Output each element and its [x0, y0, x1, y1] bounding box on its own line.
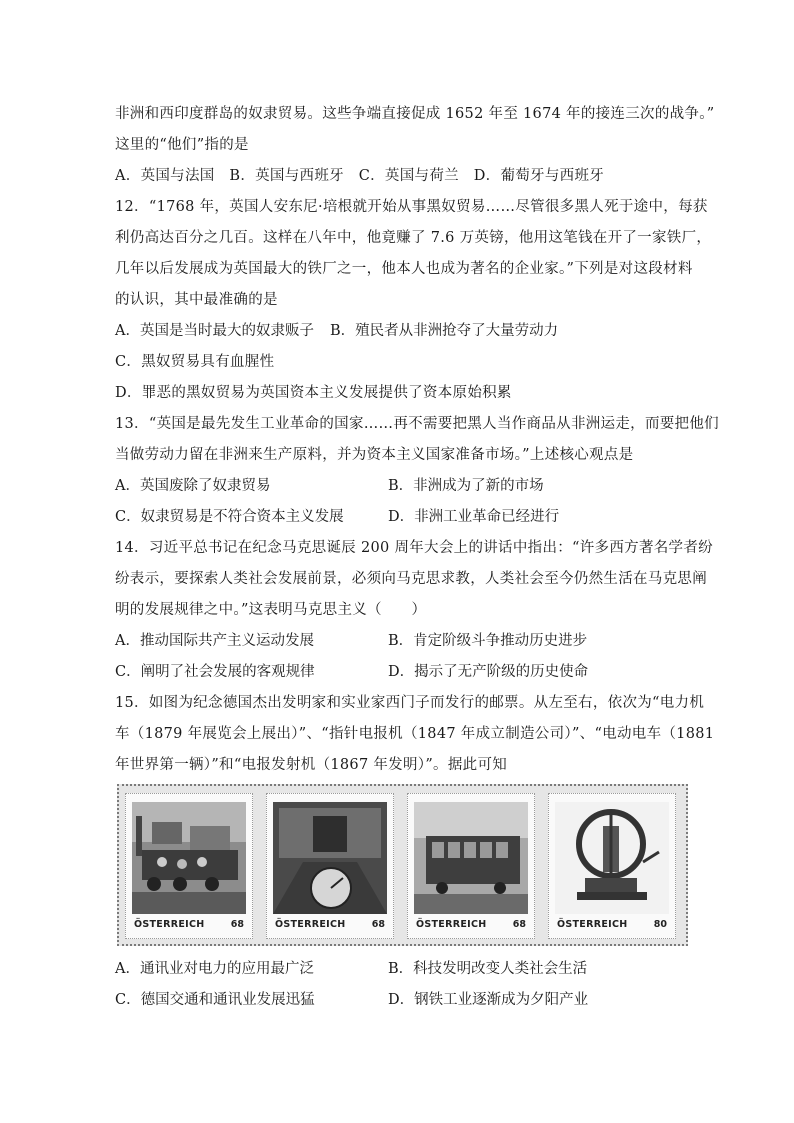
q15-text-line-1: 15．如图为纪念德国杰出发明家和实业家西门子而发行的邮票。从左至右，依次为“电力机 — [115, 695, 705, 711]
stamp-country-label: ÖSTERREICH — [416, 919, 487, 930]
stamp-value: 68 — [512, 919, 526, 930]
q13-option-b: B．非洲成为了新的市场 — [388, 478, 544, 494]
q12-option-c: C．黑奴贸易具有血腥性 — [115, 354, 275, 370]
electric-locomotive-image — [132, 802, 246, 914]
stamp-value: 68 — [230, 919, 244, 930]
q13-option-c: C．奴隶贸易是不符合资本主义发展 — [115, 509, 344, 525]
stamp-value: 80 — [653, 919, 667, 930]
stamp-value: 68 — [371, 919, 385, 930]
q12-option-b: B．殖民者从非洲抢夺了大量劳动力 — [330, 323, 559, 339]
q13-option-a: A．英国废除了奴隶贸易 — [115, 478, 271, 494]
q14-option-c: C．阐明了社会发展的客观规律 — [115, 664, 315, 680]
q15-option-a: A．通讯业对电力的应用最广泛 — [115, 961, 314, 977]
stamp-country-label: ÖSTERREICH — [557, 919, 628, 930]
q12-text-line-2: 利仍高达百分之几百。这样在八年中，他竟赚了 7.6 万英镑，他用这笔钱在开了一家铁厂， — [115, 230, 712, 246]
stamp-electric-tram — [407, 793, 535, 939]
stamps-figure — [117, 784, 688, 946]
q12-option-a: A．英国是当时最大的奴隶贩子 — [115, 323, 314, 339]
q15-text-line-3: 年世界第一辆）”和“电报发射机（1867 年发明）”。据此可知 — [115, 757, 508, 773]
q14-text-line-2: 纷表示，要探索人类社会发展前景，必须向马克思求教，人类社会至今仍然生活在马克思阐 — [115, 571, 707, 587]
q13-text-line-1: 13．“英国是最先发生工业革命的国家……再不需要把黑人当作商品从非洲运走，而要把他们 — [115, 416, 719, 432]
q12-option-d: D．罪恶的黑奴贸易为英国资本主义发展提供了资本原始积累 — [115, 385, 512, 401]
electric-tram-image — [414, 802, 528, 914]
q14-text-line-1: 14．习近平总书记在纪念马克思诞辰 200 周年大会上的讲话中指出：“许多西方著名学者纷 — [115, 540, 713, 556]
q12-text-line-4: 的认识，其中最准确的是 — [115, 292, 278, 308]
q11-text-line-1: 非洲和西印度群岛的奴隶贸易。这些争端直接促成 1652 年至 1674 年的接连三次的战争。” — [115, 106, 715, 122]
telegraph-transmitter-image — [555, 802, 669, 914]
stamp-country-label: ÖSTERREICH — [275, 919, 346, 930]
stamp-electric-locomotive — [125, 793, 253, 939]
q14-option-b: B．肯定阶级斗争推动历史进步 — [388, 633, 588, 649]
q15-option-c: C．德国交通和通讯业发展迅猛 — [115, 992, 315, 1008]
q12-text-line-3: 几年以后发展成为英国最大的铁厂之一，他本人也成为著名的企业家。”下列是对这段材料 — [115, 261, 693, 277]
q14-text-line-3: 明的发展规律之中。”这表明马克思主义（ ） — [115, 602, 427, 618]
q15-text-line-2: 车（1879 年展览会上展出）”、“指针电报机（1847 年成立制造公司）”、“电动电车（1881 — [115, 726, 715, 742]
q13-option-d: D．非洲工业革命已经进行 — [388, 509, 560, 525]
stamp-telegraph-transmitter — [548, 793, 676, 939]
stamp-country-label: ÖSTERREICH — [134, 919, 205, 930]
q11-text-line-2: 这里的“他们”指的是 — [115, 137, 249, 153]
q15-option-b: B．科技发明改变人类社会生活 — [388, 961, 588, 977]
q14-option-d: D．揭示了无产阶级的历史使命 — [388, 664, 589, 680]
stamp-pointer-telegraph — [266, 793, 394, 939]
q15-option-d: D．钢铁工业逐渐成为夕阳产业 — [388, 992, 589, 1008]
q13-text-line-2: 当做劳动力留在非洲来生产原料，并为资本主义国家准备市场。”上述核心观点是 — [115, 447, 634, 463]
pointer-telegraph-image — [273, 802, 387, 914]
q14-option-a: A．推动国际共产主义运动发展 — [115, 633, 314, 649]
q12-text-line-1: 12．“1768 年，英国人安东尼·培根就开始从事黑奴贸易……尽管很多黑人死于途中，每获 — [115, 199, 708, 215]
q11-options: A．英国与法国 B．英国与西班牙 C．英国与荷兰 D．葡萄牙与西班牙 — [115, 168, 605, 184]
